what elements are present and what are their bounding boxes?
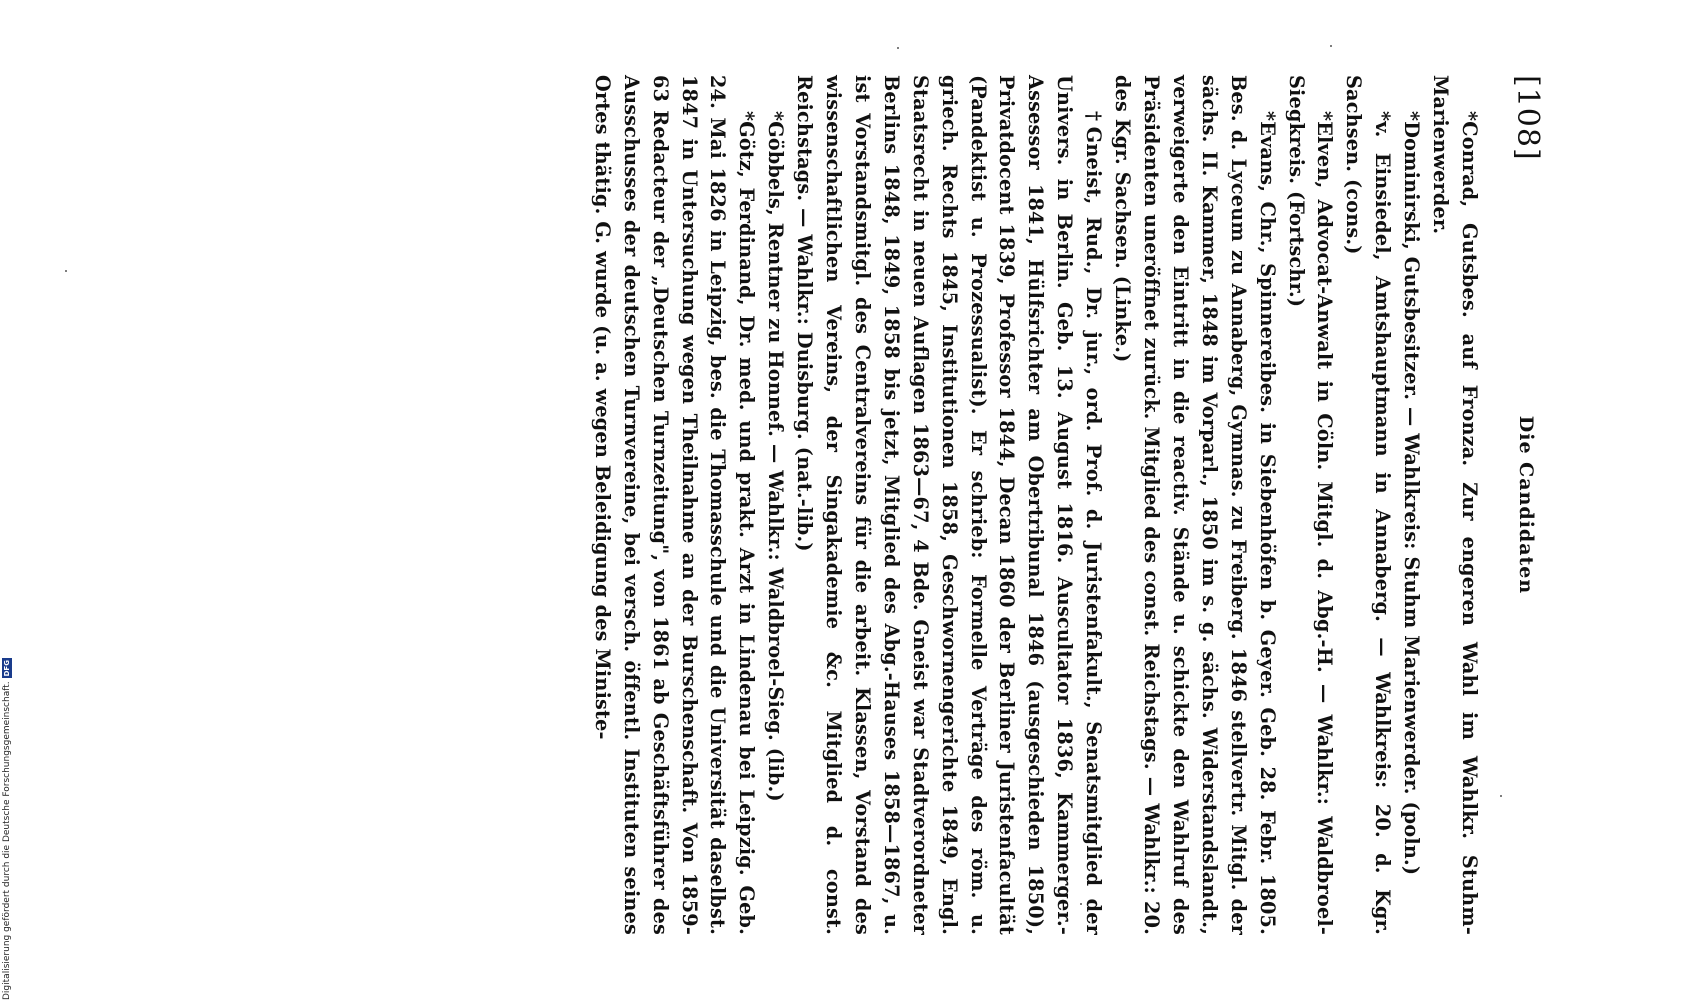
candidate-entry — [760, 75, 789, 935]
page-body — [587, 75, 1483, 935]
credit-text: Digitalisierung gefördert durch die Deutsche Forschungsgemeinschaft. — [2, 681, 12, 1000]
candidate-entry — [1396, 75, 1425, 935]
scan-speck — [65, 270, 67, 272]
candidate-name: *Elven, — [1313, 111, 1337, 189]
candidate-entry — [1107, 75, 1280, 935]
candidate-entry — [587, 75, 760, 935]
scan-speck — [897, 47, 899, 49]
page-header — [1495, 75, 1545, 935]
candidate-text: Gutsbesitzer. — Wahlkreis: Stuhm Marienwerder. (poln.) — [1400, 256, 1424, 876]
dfg-logo-icon: DFG — [3, 660, 11, 677]
candidate-name: *Evans, — [1255, 111, 1279, 193]
candidate-text: Advocat-Anwalt in Cöln. Mitgl. d. Abg.-H. — Wahlkr.: Waldbroel-Siegkreis. (Fortschr.) — [1284, 75, 1337, 935]
scan-speck — [1330, 45, 1332, 47]
candidate-name: *Conrad, — [1458, 111, 1481, 208]
scan-speck — [1500, 795, 1502, 797]
candidate-name: *Dominirski, — [1400, 111, 1424, 250]
book-page — [165, 75, 1545, 935]
candidate-name: *Göbbels, — [764, 111, 788, 216]
candidate-text: Rud., Dr. jur., ord. Prof. d. Juristenfakult., Senatsmitglied der Univers. in Berlin. Geb. 13. August 1816. Auscultator 1836, Kammerger.-Assessor 1841, Hülfsrichter am Obertribunal 1846 (ausgeschieden 1850), Privatdocent 1839, Professor 1844, Decan 1860 der Berliner Juristenfacultät (Pandektist u. Prozessualist). Er schrieb: Formelle Verträge des röm. u. griech. Rechts 1845, Institutionen 1858, Geschwornengerichte 1849, Engl. Staatsrecht in neuen Auflagen 1863—67, 4 Bde. Gneist war Stadtverordneter Berlins 1848, 1849, 1858 bis jetzt, Mitglied des Abg.-Hauses 1858—1867, u. ist Vorstandsmitgl. des Centralvereins für die arbeit. Klassen, Vorstand des wissenschaftlichen Vereins, der Singakademie &c. Mitglied d. const. Reichstags. — Wahlkr.: Duisburg. (nat.-lib.) — [793, 75, 1106, 935]
page-number: [108] — [1510, 75, 1545, 161]
candidate-text: Ferdinand, Dr. med. und prakt. Arzt in Lindenau bei Leipzig. Geb. 24. Mai 1826 in Leipzig, bes. die Thomasschule und die Universität daselbst. 1847 in Untersuchung wegen Theilnahme an der Burschenschaft. Von 1859-63 Redacteur der „Deutschen Turnzeitung", von 1861 ab Geschäftsführer des Ausschusses der deutschen Turnvereine, bei versch. öffentl. Instituten seines Ortes thätig. G. wurde (u. a. wegen Beleidigung des Ministe- — [590, 75, 759, 935]
candidate-text: Chr., Spinnereibes. in Siebenhöfen b. Geyer. Geb. 28. Febr. 1805. Bes. d. Lyceum zu Annaberg, Gymnas. zu Freiberg. 1846 stellvertr. Mitgl. der sächs. II. Kammer, 1848 im Vorparl., 1850 im s. g. sächs. Widerstandslandt., verweigerte den Eintritt in die reactiv. Stände u. schickte den Wahlruf des Präsidenten uneröffnet zurück. Mitglied des const. Reichstags. — Wahlkr.: 20. des Kgr. Sachsen. (Linke.) — [1111, 75, 1279, 935]
digitization-credit — [2, 560, 12, 1000]
candidate-name: *Götz, — [735, 111, 759, 178]
candidate-text: Amtshauptmann in Annaberg. — Wahlkreis: 20. d. Kgr. Sachsen. (cons.) — [1342, 75, 1395, 935]
candidate-text: Rentner zu Honnef. — Wahlkr.: Waldbroel-Sieg. (lib.) — [764, 222, 788, 802]
candidate-text: Gutsbes. auf Fronza. Zur engeren Wahl im Wahlkr. Stuhm-Marienwerder. — [1429, 75, 1481, 935]
candidate-entry — [1425, 75, 1483, 935]
candidate-entry — [1281, 75, 1339, 935]
candidate-name: †Gneist, — [1082, 111, 1106, 205]
running-head: Die Candidaten — [1515, 415, 1537, 595]
candidate-name: *v. Einsiedel, — [1371, 111, 1395, 261]
candidate-entry — [1338, 75, 1396, 935]
scan-speck — [1080, 903, 1082, 905]
candidate-entry — [789, 75, 1107, 935]
